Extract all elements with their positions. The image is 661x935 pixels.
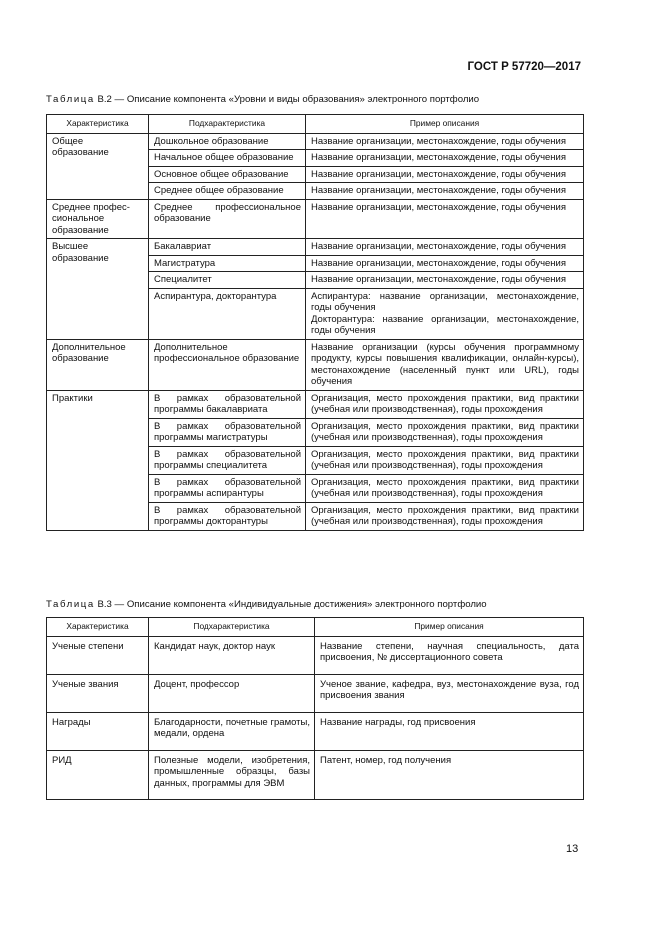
column-header: Подхарактеристика [149, 115, 306, 134]
column-header: Пример описания [306, 115, 584, 134]
characteristic-cell: Ученые звания [47, 674, 149, 712]
example-cell: Организация, место прохождения практики, вид практики (учебная или производственная), годы прохождения [306, 474, 584, 502]
table-b3-caption [46, 599, 487, 610]
page-number: 13 [566, 843, 579, 855]
characteristic-cell: Высшее образование [47, 239, 149, 340]
example-cell: Название организации, местонахождение, годы обучения [306, 133, 584, 150]
table-b3 [46, 617, 584, 800]
subcharacteristic-cell: Специалитет [149, 272, 306, 289]
characteristic-cell: РИД [47, 750, 149, 800]
example-cell: Название организации, местонахождение, годы обучения [306, 183, 584, 200]
table-row [47, 390, 584, 418]
example-cell: Аспирантура: название организации, местонахождение, годы обучения Докторантура: название организации, местонахождение, годы обучения [306, 288, 584, 339]
subcharacteristic-cell: Среднее профессиональное образование [149, 199, 306, 239]
example-cell: Название организации (курсы обучения программному продукту, курсы повышения квалификации, онлайн-курсы), местонахождение (населенный пункт или URL), годы обучения [306, 339, 584, 390]
column-header: Характеристика [47, 115, 149, 134]
example-cell: Название организации, местонахождение, годы обучения [306, 166, 584, 183]
subcharacteristic-cell: Среднее общее образование [149, 183, 306, 200]
subcharacteristic-cell: В рамках образовательной программы аспирантуры [149, 474, 306, 502]
standard-number: ГОСТ Р 57720—2017 [467, 61, 581, 73]
subcharacteristic-cell: Полезные модели, изобретения, промышленные образцы, базы данных, программы для ЭВМ [149, 750, 315, 800]
caption-lead: Таблица [46, 599, 95, 610]
characteristic-cell: Общее образование [47, 133, 149, 199]
table-b2-caption [46, 94, 479, 105]
table-row [47, 712, 584, 750]
table-header-row [47, 115, 584, 134]
example-cell: Название награды, год присвоения [315, 712, 584, 750]
characteristic-cell: Ученые степени [47, 636, 149, 674]
subcharacteristic-cell: В рамках образовательной программы специалитета [149, 446, 306, 474]
characteristic-cell: Дополнительное образование [47, 339, 149, 390]
table-header-row [47, 618, 584, 637]
subcharacteristic-cell: Доцент, профессор [149, 674, 315, 712]
example-cell: Название организации, местонахождение, годы обучения [306, 199, 584, 239]
column-header: Подхарактеристика [149, 618, 315, 637]
column-header: Характеристика [47, 618, 149, 637]
table-row [47, 750, 584, 800]
example-cell: Название организации, местонахождение, годы обучения [306, 150, 584, 167]
caption-text: В.3 — Описание компонента «Индивидуальные достижения» электронного портфолио [94, 599, 487, 610]
characteristic-cell: Практики [47, 390, 149, 530]
table-b2 [46, 114, 584, 531]
subcharacteristic-cell: В рамках образовательной программы докторантуры [149, 502, 306, 530]
example-cell: Организация, место прохождения практики, вид практики (учебная или производственная), годы прохождения [306, 502, 584, 530]
subcharacteristic-cell: Кандидат наук, доктор наук [149, 636, 315, 674]
table-row [47, 239, 584, 256]
table-b2-body [47, 133, 584, 530]
example-cell: Название организации, местонахождение, годы обучения [306, 272, 584, 289]
example-cell: Ученое звание, кафедра, вуз, местонахождение вуза, год присвоения звания [315, 674, 584, 712]
subcharacteristic-cell: Благодарности, почетные грамоты, медали, ордена [149, 712, 315, 750]
example-cell: Организация, место прохождения практики, вид практики (учебная или производственная), годы прохождения [306, 390, 584, 418]
caption-lead: Таблица [46, 94, 95, 105]
subcharacteristic-cell: Бакалавриат [149, 239, 306, 256]
example-cell: Название организации, местонахождение, годы обучения [306, 239, 584, 256]
subcharacteristic-cell: Аспирантура, докторантура [149, 288, 306, 339]
column-header: Пример описания [315, 618, 584, 637]
subcharacteristic-cell: В рамках образовательной программы бакалавриата [149, 390, 306, 418]
subcharacteristic-cell: Начальное общее образование [149, 150, 306, 167]
table-row [47, 674, 584, 712]
example-cell: Патент, номер, год получения [315, 750, 584, 800]
example-cell: Название организации, местонахождение, годы обучения [306, 255, 584, 272]
subcharacteristic-cell: Дошкольное образование [149, 133, 306, 150]
example-cell: Организация, место прохождения практики, вид практики (учебная или производственная), годы прохождения [306, 418, 584, 446]
characteristic-cell: Награды [47, 712, 149, 750]
example-cell: Организация, место прохождения практики, вид практики (учебная или производственная), годы прохождения [306, 446, 584, 474]
table-row [47, 339, 584, 390]
table-b3-body [47, 636, 584, 800]
table-row [47, 199, 584, 239]
caption-text: В.2 — Описание компонента «Уровни и виды образования» электронного портфолио [94, 94, 480, 105]
subcharacteristic-cell: Магистратура [149, 255, 306, 272]
subcharacteristic-cell: Дополнительное профессиональное образование [149, 339, 306, 390]
characteristic-cell: Среднее профес- сиональное образование [47, 199, 149, 239]
example-cell: Название степени, научная специальность, дата присвоения, № диссертационного совета [315, 636, 584, 674]
table-row [47, 636, 584, 674]
subcharacteristic-cell: В рамках образовательной программы магистратуры [149, 418, 306, 446]
table-row [47, 133, 584, 150]
subcharacteristic-cell: Основное общее образование [149, 166, 306, 183]
